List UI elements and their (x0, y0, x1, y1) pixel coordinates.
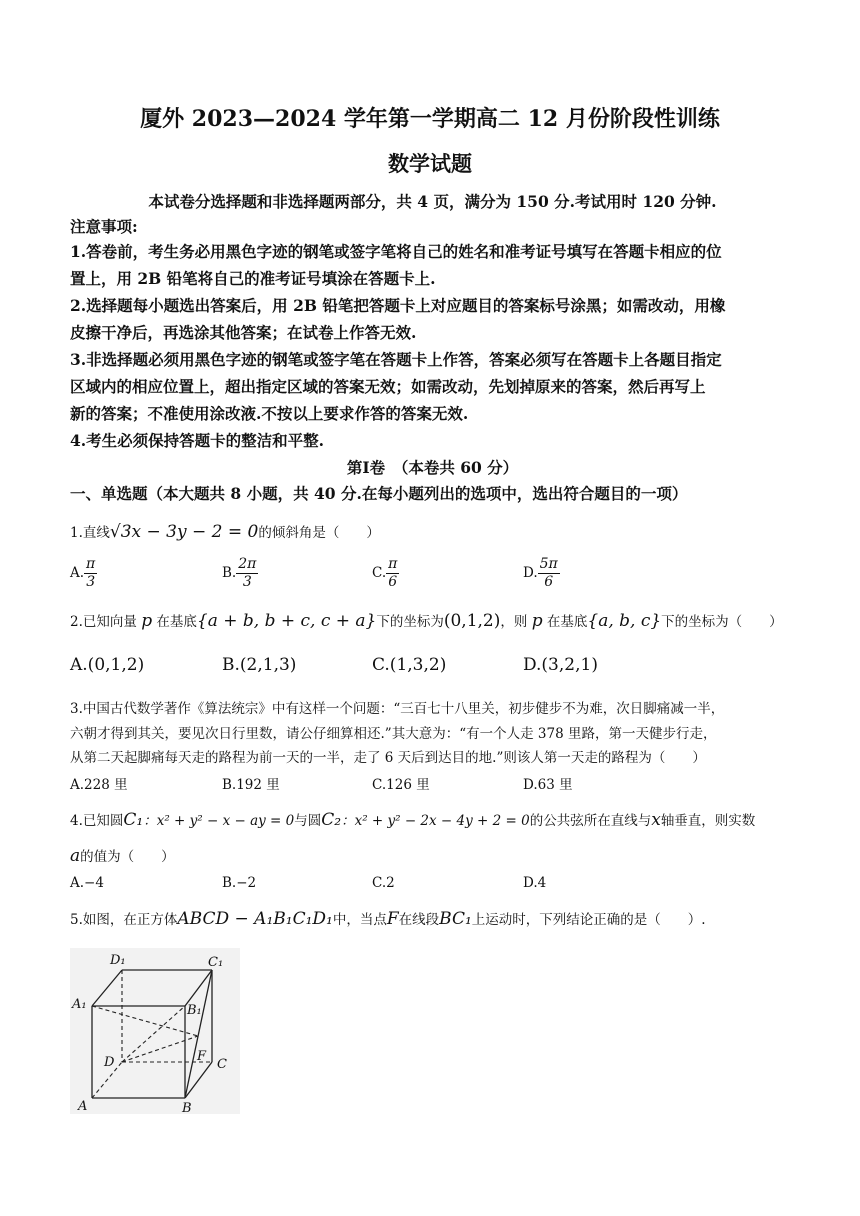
q3-option-c: C.126 里 (372, 777, 430, 793)
q4-stem: 的公共弦所在直线与 (529, 813, 652, 829)
q2-stem-end: 下的坐标为（ ） (661, 614, 783, 630)
q2-option-c: C.(1,3,2) (372, 655, 447, 675)
q4-option-a: A.−4 (70, 875, 104, 891)
var-x: x (651, 810, 661, 830)
q2-basis-1: {a + b, b + c, c + a} (196, 611, 377, 631)
question-1 (70, 520, 795, 545)
q5-stem: 在线段 (398, 912, 440, 928)
note-line: 置上，用 2B 铅笔将自己的准考证号填涂在答题卡上. (70, 269, 436, 288)
vector-p: p (531, 611, 543, 631)
question-4 (70, 808, 795, 833)
note-line: 新的答案；不准使用涂改液.不按以上要求作答的答案无效. (70, 404, 469, 423)
circle-c2: C₂ (321, 810, 342, 830)
q4-equation-2: ：x² + y² − 2x − 4y + 2 = 0 (341, 813, 530, 829)
q2-basis-2: {a, b, c} (587, 611, 662, 631)
q1-equation: √3x − 3y − 2 = 0 (109, 522, 259, 542)
q4-equation-1: ：x² + y² − x − ay = 0 (143, 813, 295, 829)
q4-stem: 与圆 (294, 813, 322, 829)
section-heading: 一、单选题（本大题共 8 小题，共 40 分.在每小题列出的选项中，选出符合题目的一项） (70, 484, 688, 503)
q1-option-d (523, 556, 560, 591)
q1-stem-end: 的倾斜角是（ ） (258, 525, 380, 541)
intro-text: 本试卷分选择题和非选择题两部分，共 4 页，满分为 150 分.考试用时 120 分钟. (148, 192, 717, 211)
label-c: C (217, 1057, 227, 1072)
label-f: F (197, 1049, 207, 1064)
q2-option-d: D.(3,2,1) (523, 655, 598, 675)
option-label: D. (523, 565, 538, 581)
part-heading: 第Ⅰ卷 （本卷共 60 分） (346, 458, 519, 477)
frac-num: 2π (238, 556, 257, 572)
q1-option-b (222, 556, 258, 591)
frac-num: π (86, 556, 96, 572)
question-5 (70, 907, 795, 932)
label-d: D (104, 1055, 115, 1070)
q2-stem: ，则 (500, 614, 528, 630)
q2-option-a: A.(0,1,2) (70, 655, 145, 675)
label-c1: C₁ (208, 955, 224, 970)
q3-line: 3.中国古代数学著作《算法统宗》中有这样一个问题：“三百七十八里关，初步健步不为难，次日脚痛减一半， (70, 701, 725, 717)
frac-num: π (388, 556, 398, 572)
q5-stem-end: 上运动时，下列结论正确的是（ ）. (471, 912, 706, 928)
q3-option-b: B.192 里 (222, 777, 280, 793)
note-line: 3.非选择题必须用黑色字迹的钢笔或签字笔在答题卡上作答，答案必须写在答题卡上各题目指定 (70, 350, 722, 369)
notes-heading: 注意事项: (70, 217, 138, 236)
q4-stem: 轴垂直，则实数 (660, 813, 756, 829)
frac-den: 3 (86, 574, 96, 590)
q3-line: 从第二天起脚痛每天走的路程为前一天的一半，走了 6 天后到达目的地.”则该人第一天走的路程为（ ） (70, 750, 706, 766)
label-b: B (182, 1101, 192, 1114)
point-f: F (386, 909, 399, 929)
circle-c1: C₁ (123, 810, 144, 830)
frac-den: 6 (544, 574, 554, 590)
q5-cube: ABCD − A₁B₁C₁D₁ (177, 909, 333, 929)
segment-bc1: BC₁ (439, 909, 472, 929)
question-2 (70, 609, 795, 634)
note-line: 皮擦干净后，再选涂其他答案；在试卷上作答无效. (70, 323, 417, 342)
q3-option-d: D.63 里 (523, 777, 573, 793)
q2-stem: 在基底 (546, 614, 588, 630)
q4-option-d: D.4 (523, 875, 547, 891)
q2-option-b: B.(2,1,3) (222, 655, 297, 675)
q5-stem: 中，当点 (332, 912, 387, 928)
note-line: 2.选择题每小题选出答案后，用 2B 铅笔把答题卡上对应题目的答案标号涂黑；如需改动，用橡 (70, 296, 726, 315)
q2-stem: 2.已知向量 (70, 614, 137, 630)
note-line: 区域内的相应位置上，超出指定区域的答案无效；如需改动，先划掉原来的答案，然后再写上 (70, 377, 706, 396)
label-b1: B₁ (187, 1003, 202, 1018)
q3-line: 六朝才得到其关，要见次日行里数，请公仔细算相还.”其大意为：“有一个人走 378 里路，第一天健步行走， (70, 726, 717, 742)
q2-stem: 在基底 (156, 614, 197, 630)
label-a1: A₁ (72, 997, 87, 1012)
label-a: A (78, 1099, 88, 1114)
q1-stem: 1.直线 (70, 525, 110, 541)
option-label: C. (372, 565, 387, 581)
label-d1: D₁ (110, 953, 126, 968)
q3-option-a: A.228 里 (70, 777, 128, 793)
cube-figure (70, 948, 240, 1114)
q4-stem-end: 的值为（ ） (80, 849, 175, 865)
frac-num: 5π (539, 556, 558, 572)
exam-title: 厦外 2023—2024 学年第一学期高二 12 月份阶段性训练 (140, 106, 720, 132)
q1-option-c (372, 556, 399, 591)
note-line: 1.答卷前，考生务必用黑色字迹的钢笔或签字笔将自己的姓名和准考证号填写在答题卡相应的位 (70, 242, 722, 261)
frac-den: 3 (242, 574, 252, 590)
option-label: B. (222, 565, 237, 581)
q1-option-a (70, 556, 97, 591)
q2-coordinate: (0,1,2) (443, 611, 501, 631)
vector-p: p (141, 611, 153, 631)
q2-stem: 下的坐标为 (376, 614, 444, 630)
note-line: 4.考生必须保持答题卡的整洁和平整. (70, 431, 325, 450)
exam-subject: 数学试题 (388, 151, 472, 176)
q4-stem: 4.已知圆 (70, 813, 124, 829)
option-label: A. (70, 565, 85, 581)
var-a: a (70, 846, 81, 866)
frac-den: 6 (388, 574, 398, 590)
q4-option-c: C.2 (372, 875, 395, 891)
q4-option-b: B.−2 (222, 875, 257, 891)
q5-stem: 5.如图，在正方体 (70, 912, 178, 928)
question-4-cont (70, 844, 795, 869)
